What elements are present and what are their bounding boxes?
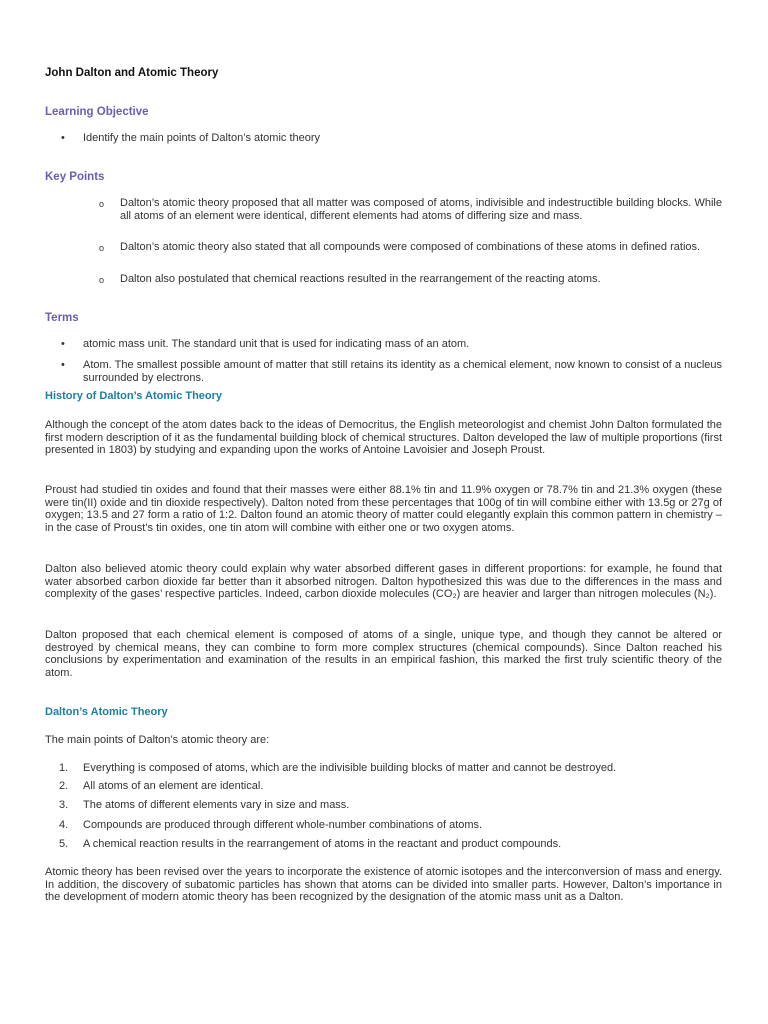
history-paragraph-1: Although the concept of the atom dates back to the ideas of Democritus, the English meteorologist and chemist John Dalton formulated the first modern description of it as the fundamental building block of chemical structures. Dalton developed the law of multiple proportions (first presented in 1803) by studying and expanding upon the works of Antoine Lavoisier and Joseph Proust. (45, 419, 722, 456)
term-item: Atom. The smallest possible amount of matter that still retains its identity as a chemical element, now known to consist of a nucleus surrounded by electrons. (83, 359, 722, 384)
page-title: John Dalton and Atomic Theory (45, 67, 219, 79)
theory-list-item: The atoms of different elements vary in size and mass. (83, 799, 350, 811)
bullet-marker: • (61, 359, 65, 371)
theory-closing-paragraph: Atomic theory has been revised over the years to incorporate the existence of atomic isotopes and the interconversion of mass and energy. In addition, the discovery of subatomic particles has shown that atoms can be divided into smaller parts. However, Dalton’s importance in the development of modern atomic theory has been recognized by the designation of the atomic mass unit as a Dalton. (45, 866, 722, 903)
circle-bullet-marker: o (99, 275, 105, 285)
learning-objective-heading: Learning Objective (45, 106, 149, 118)
term-item: atomic mass unit. The standard unit that is used for indicating mass of an atom. (83, 338, 470, 350)
history-paragraph-2: Proust had studied tin oxides and found that their masses were either 88.1% tin and 11.9% oxygen or 78.7% tin and 21.3% oxygen (these were tin(II) oxide and tin dioxide respectively). Dalton noted from these percentages that 100g of tin will combine either with 13.5g or 27g of oxygen; 13.5 and 27 form a ratio of 1:2. Dalton found an atomic theory of matter could elegantly explain this common pattern in chemistry – in the case of Proust’s tin oxides, one tin atom will combine with either one or two oxygen atoms. (45, 484, 722, 534)
key-points-heading: Key Points (45, 171, 105, 183)
list-number: 3. (59, 799, 69, 811)
theory-heading: Dalton’s Atomic Theory (45, 706, 168, 718)
history-paragraph-3: Dalton also believed atomic theory could explain why water absorbed different gases in different proportions: for example, he found that water absorbed carbon dioxide far better than it absorbed nitrogen. Dalton hypothesized this was due to the differences in the mass and complexity of the gases’ respective particles. Indeed, carbon dioxide molecules (CO₂) are heavier and larger than nitrogen molecules (N₂). (45, 563, 722, 600)
theory-list-item: Compounds are produced through different whole-number combinations of atoms. (83, 819, 483, 831)
list-number: 1. (59, 762, 69, 774)
circle-bullet-marker: o (99, 243, 105, 253)
list-number: 5. (59, 838, 69, 850)
key-point-item: Dalton’s atomic theory proposed that all matter was composed of atoms, indivisible and indestructible building blocks. While all atoms of an element were identical, different elements had atoms of differing size and mass. (120, 197, 722, 222)
key-point-item: Dalton also postulated that chemical reactions resulted in the rearrangement of the reacting atoms. (120, 273, 601, 285)
list-number: 2. (59, 780, 69, 792)
theory-list-item: A chemical reaction results in the rearrangement of atoms in the reactant and product compounds. (83, 838, 562, 850)
theory-list-item: All atoms of an element are identical. (83, 780, 264, 792)
bullet-marker: • (61, 132, 65, 144)
bullet-marker: • (61, 338, 65, 350)
key-point-item: Dalton’s atomic theory also stated that all compounds were composed of combinations of these atoms in defined ratios. (120, 241, 701, 253)
list-number: 4. (59, 819, 69, 831)
theory-list-item: Everything is composed of atoms, which are the indivisible building blocks of matter and cannot be destroyed. (83, 762, 617, 774)
history-heading: History of Dalton’s Atomic Theory (45, 390, 223, 402)
theory-intro: The main points of Dalton’s atomic theory are: (45, 734, 270, 746)
learning-objective-item: Identify the main points of Dalton’s atomic theory (83, 132, 321, 144)
terms-heading: Terms (45, 312, 79, 324)
circle-bullet-marker: o (99, 199, 105, 209)
history-paragraph-4: Dalton proposed that each chemical element is composed of atoms of a single, unique type, and though they cannot be altered or destroyed by chemical means, they can combine to form more complex structures (chemical compounds). Since Dalton reached his conclusions by experimentation and examination of the results in an empirical fashion, this marked the first truly scientific theory of the atom. (45, 629, 722, 679)
